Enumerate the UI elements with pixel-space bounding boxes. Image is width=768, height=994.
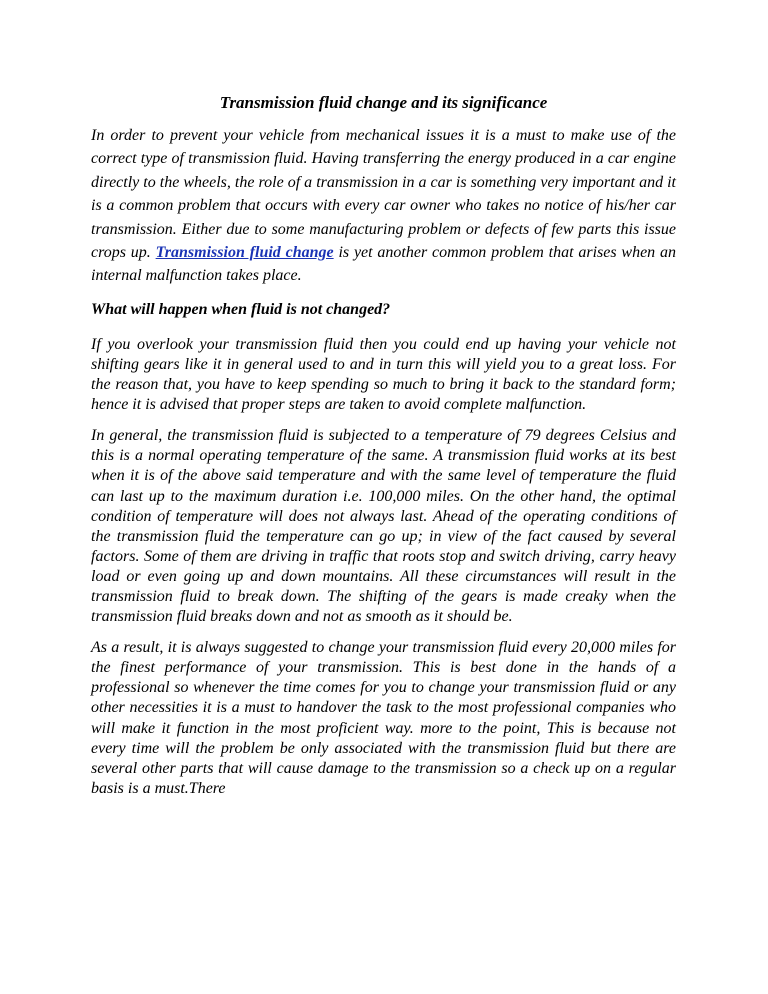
body-paragraph-recommendation: As a result, it is always suggested to change your transmission fluid every 20,000 miles for the finest performance of your transmission. This is best done in the hands of a professional so whenever the time comes for you to change your transmission fluid or any other necessities it is a must to handover the task to the most professional companies who will make it function in the most proficient way. more to the point, This is because not every time will the problem be only associated with the transmission fluid but there are several other parts that will cause damage to the transmission so a check up on a regular basis is a must.There [91, 639, 676, 797]
intro-text-before-link: In order to prevent your vehicle from mechanical issues it is a must to make use of the correct type of transmission fluid. Having transferring the energy produced in a car engine directly to the wheels, the role of a transmission in a car is something very important and it is a common problem that occurs with every car owner who takes no notice of his/her car transmission. Either due to some manufacturing problem or defects of few parts this issue crops up. [91, 127, 676, 262]
intro-paragraph [91, 124, 676, 288]
document-title: Transmission fluid change and its significance [219, 93, 548, 112]
body-paragraph-overlook: If you overlook your transmission fluid then you could end up having your vehicle not shifting gears like it in general used to and in turn this will yield you to a great loss. For the reason that, you have to keep spending so much to bring it back to the standard form; hence it is advised that proper steps are taken to avoid complete malfunction. [91, 335, 676, 414]
document-page [91, 92, 676, 810]
section-heading: What will happen when fluid is not changed? [91, 300, 391, 318]
intro-text-after-link: is yet another common problem that arises when an internal malfunction takes place. [91, 244, 676, 285]
body-paragraph-temperature: In general, the transmission fluid is subjected to a temperature of 79 degrees Celsius and this is a normal operating temperature of the same. A transmission fluid works at its best when it is of the above said temperature and with the same level of temperature the fluid can last up to the maximum duration i.e. 100,000 miles. On the other hand, the optimal condition of temperature will does not always last. Ahead of the operating conditions of the transmission fluid the temperature can go up; in view of the fact caused by several factors. Some of them are driving in traffic that roots stop and switch driving, carry heavy load or even going up and down mountains. All these circumstances will result in the transmission fluid to break down. The shifting of the gears is made creaky when the transmission fluid breaks down and not as smooth as it should be. [91, 427, 676, 626]
transmission-fluid-change-link[interactable]: Transmission fluid change [155, 244, 334, 262]
